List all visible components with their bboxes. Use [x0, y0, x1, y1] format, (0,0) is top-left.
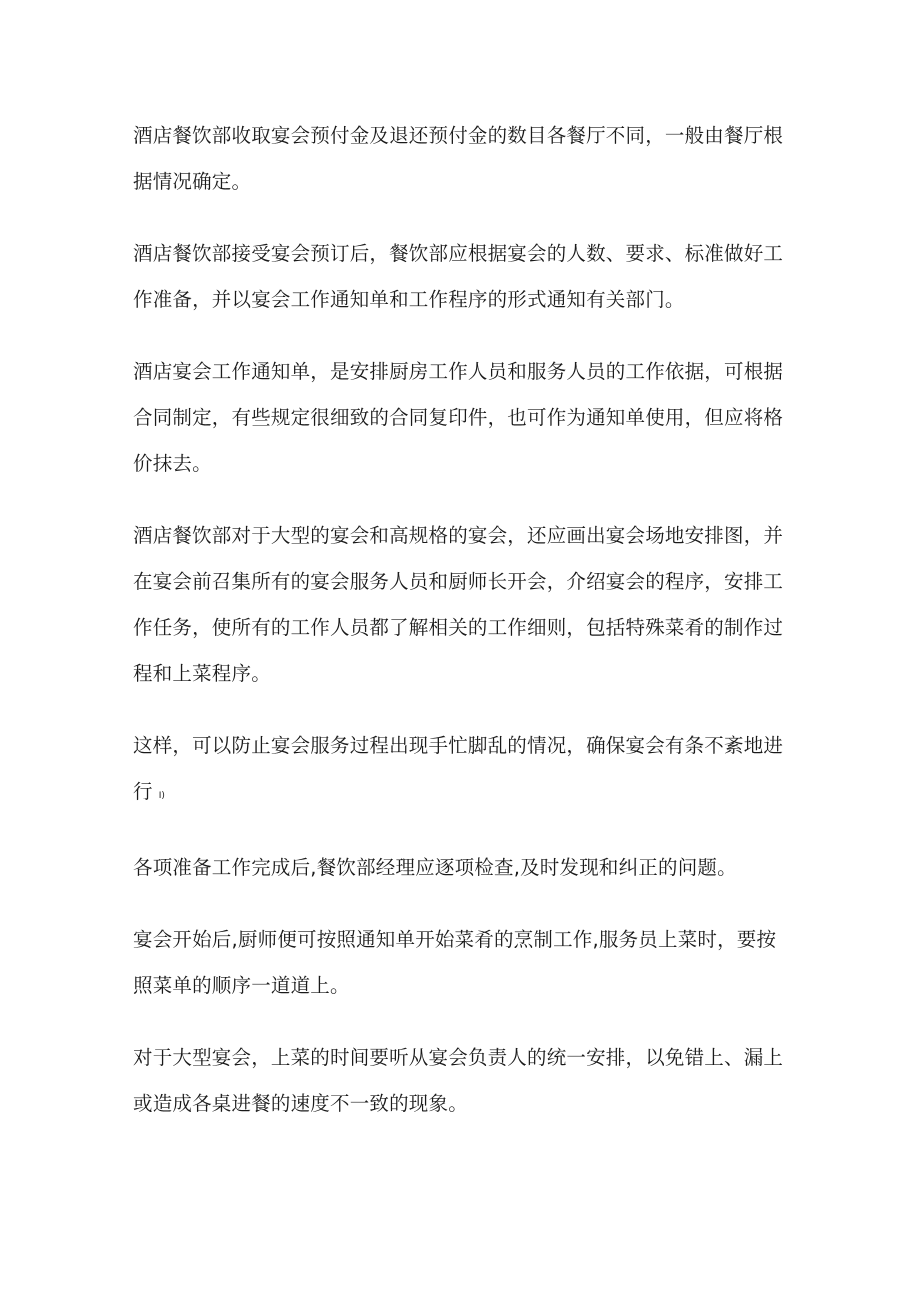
paragraph [133, 513, 803, 697]
paragraph [133, 349, 803, 487]
line-text: 行 [133, 780, 153, 803]
paragraph-line: 对于大型宴会，上菜的时间要听从宴会负责人的统一安排，以免错上、漏上 [133, 1046, 784, 1069]
paragraph [133, 845, 803, 891]
paragraph-line: 酒店餐饮部接受宴会预订后，餐饮部应根据宴会的人数、要求、标准做好工 [133, 242, 784, 265]
paragraph-line: 在宴会前召集所有的宴会服务人员和厨师长开会，介绍宴会的程序，安排工 [133, 570, 784, 593]
paragraph-line: 程和上菜程序。 [133, 662, 271, 685]
paragraph-line: 酒店宴会工作通知单，是安排厨房工作人员和服务人员的工作依据，可根据 [133, 360, 784, 383]
paragraph [133, 917, 803, 1009]
paragraph-line [133, 769, 803, 819]
paragraph-line: 各项准备工作完成后,餐饮部经理应逐项检查,及时发现和纠正的问题。 [133, 856, 737, 879]
paragraph-line: 宴会开始后,厨师便可按照通知单开始菜肴的烹制工作,服务员上菜时，要按 [133, 928, 777, 951]
paragraph-line: 或造成各桌进餐的速度不一致的现象。 [133, 1092, 468, 1115]
paragraph-line: 照菜单的顺序一道道上。 [133, 974, 350, 997]
paragraph-line: 作任务，使所有的工作人员都了解相关的工作细则，包括特殊菜肴的制作过 [133, 616, 784, 639]
paragraph [133, 113, 803, 205]
paragraph-line: 合同制定，有些规定很细致的合同复印件，也可作为通知单使用，但应将格 [133, 406, 784, 429]
paragraph-line: 据情况确定。 [133, 170, 252, 193]
paragraph [133, 231, 803, 323]
paragraph [133, 1035, 803, 1127]
stray-mark: I) [158, 791, 165, 801]
paragraph-line: 价抹去。 [133, 452, 212, 475]
paragraph-line: 酒店餐饮部对于大型的宴会和高规格的宴会，还应画出宴会场地安排图，并 [133, 524, 784, 547]
paragraph-line: 作准备，并以宴会工作通知单和工作程序的形式通知有关部门。 [133, 288, 685, 311]
paragraph [133, 723, 803, 819]
document-body [133, 113, 803, 1153]
paragraph-line: 酒店餐饮部收取宴会预付金及退还预付金的数目各餐厅不同，一般由餐厅根 [133, 124, 784, 147]
paragraph-line: 这样，可以防止宴会服务过程出现手忙脚乱的情况，确保宴会有条不紊地进 [133, 734, 784, 757]
